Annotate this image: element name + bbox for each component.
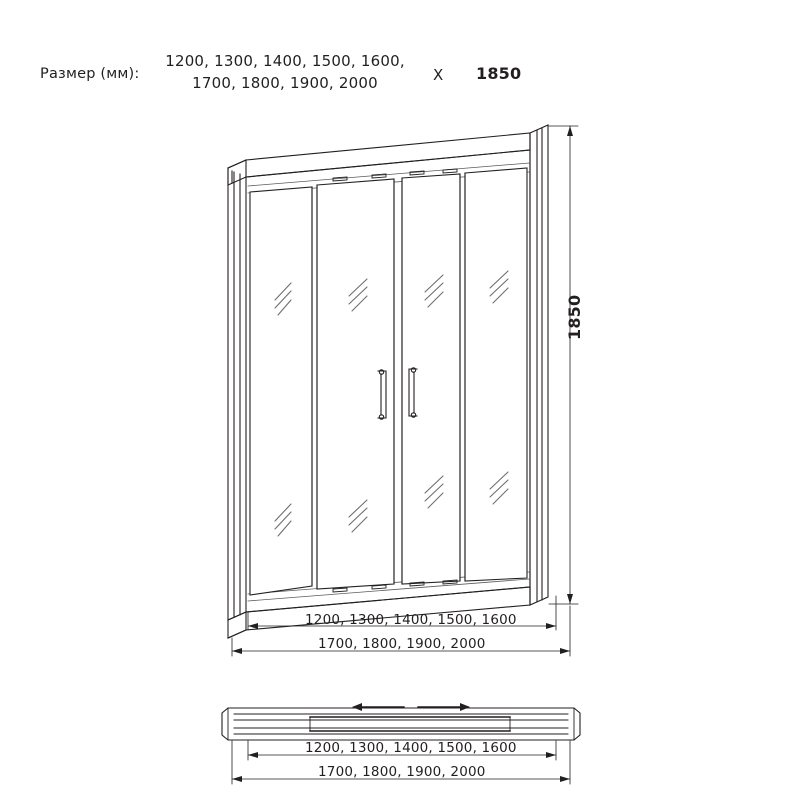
width-dimension-line-1: 1200, 1300, 1400, 1500, 1600 xyxy=(305,612,517,628)
wall-post-right xyxy=(530,125,548,605)
plan-width-dimension-line-1: 1200, 1300, 1400, 1500, 1600 xyxy=(305,740,517,756)
size-height-value: 1850 xyxy=(476,64,522,83)
size-values-line-1: 1200, 1300, 1400, 1500, 1600, xyxy=(165,52,405,70)
plan-width-dimension-line-2: 1700, 1800, 1900, 2000 xyxy=(318,764,486,780)
panel-left-fixed xyxy=(250,187,312,595)
size-values-line-2: 1700, 1800, 1900, 2000 xyxy=(192,74,378,92)
size-label: Размер (мм): xyxy=(40,66,140,82)
panel-left-sliding xyxy=(317,179,394,589)
shower-door-elevation xyxy=(228,125,548,638)
width-dimension-line-2: 1700, 1800, 1900, 2000 xyxy=(318,636,486,652)
size-values xyxy=(160,50,410,94)
size-multiplier: X xyxy=(433,66,444,84)
panel-right-fixed xyxy=(465,168,527,581)
panel-right-sliding xyxy=(402,174,460,584)
height-dimension-label: 1850 xyxy=(565,294,584,340)
shower-door-plan xyxy=(222,708,580,740)
frame-left xyxy=(228,168,246,620)
